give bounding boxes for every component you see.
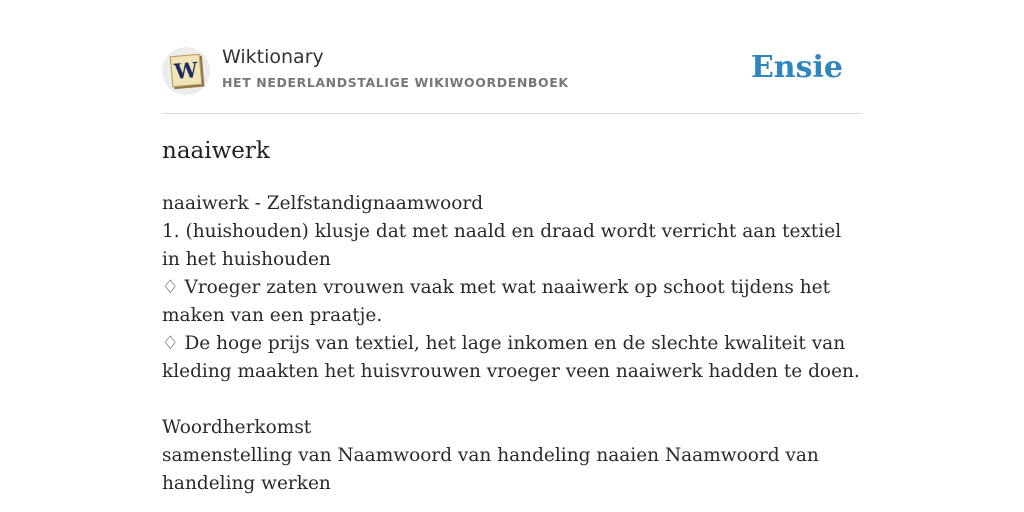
example-sentence: ♢ De hoge prijs van textiel, het lage inkomen en de slechte kwaliteit van kleding maakten het huisvrouwen vroeger veen naaiwerk hadden te doen. (162, 333, 860, 382)
ensie-brand-link[interactable]: Ensie (750, 50, 843, 85)
site-name[interactable]: Wiktionary (222, 46, 324, 68)
page-title: naaiwerk (162, 138, 270, 164)
part-of-speech-line: naaiwerk - Zelfstandignaamwoord (162, 193, 484, 214)
site-header (162, 46, 862, 96)
header-divider (162, 113, 862, 114)
example-sentence: ♢ Vroeger zaten vrouwen vaak met wat naaiwerk op schoot tijdens het maken van een praatje. (162, 277, 831, 326)
entry-content (162, 190, 862, 498)
logo-tile: W (170, 54, 203, 87)
site-tagline: HET NEDERLANDSTALIGE WIKIWOORDENBOEK (222, 75, 569, 90)
section-spacer (162, 386, 862, 414)
etymology-text: samenstelling van Naamwoord van handeling naaien Naamwoord van handeling werken (162, 445, 819, 494)
etymology-heading: Woordherkomst (162, 417, 312, 438)
definition: 1. (huishouden) klusje dat met naald en draad wordt verricht aan textiel in het huishouden (162, 221, 842, 270)
wiktionary-logo-icon[interactable] (162, 47, 210, 95)
